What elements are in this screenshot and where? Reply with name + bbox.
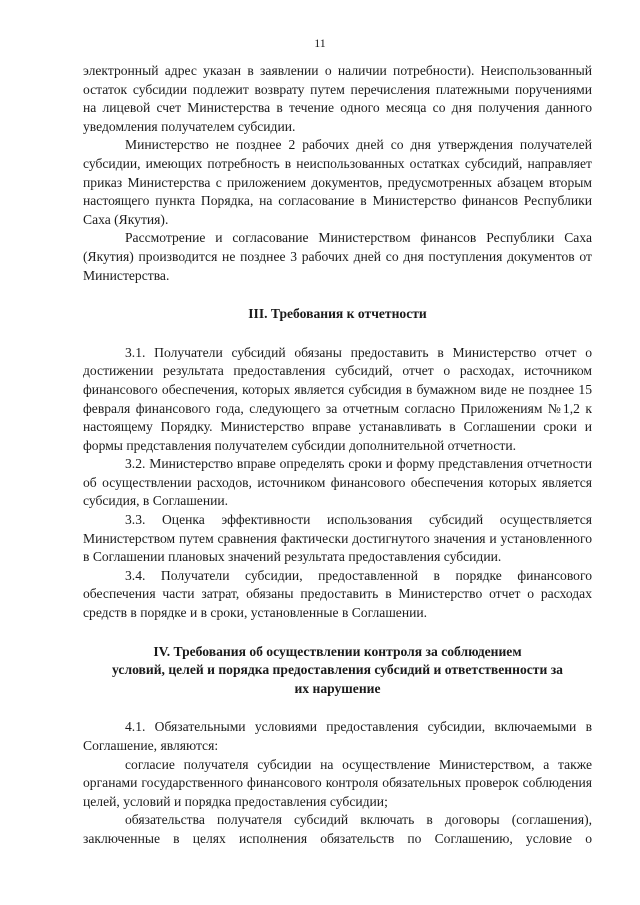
- paragraph: 3.2. Министерство вправе определять сроки и форму представления отчетности об осуществлении расходов, источником финансового обеспечения которых является субсидия, в Соглашении.: [83, 456, 592, 509]
- section-heading-4-line-1: IV. Требования об осуществлении контроля за соблюдением: [153, 643, 522, 659]
- paragraph: электронный адрес указан в заявлении о наличии потребности). Неиспользованный остаток субсидии подлежит возврату путем перечисления платежными поручениями на лицевой счет Министерства в течение одного месяца со дня получения данного уведомления получателем субсидии.: [83, 63, 592, 134]
- section-heading-4-line-3: их нарушение: [294, 680, 381, 696]
- section-heading-4-line-2: условий, целей и порядка предоставления субсидий и ответственности за: [112, 662, 563, 678]
- paragraph: 3.3. Оценка эффективности использования субсидий осуществляется Министерством путем сравнения фактически достигнутого значения и установленного в Соглашении плановых значений результата предоставления субсидии.: [83, 512, 592, 565]
- paragraph: 3.4. Получатели субсидии, предоставленной в порядке финансового обеспечения части затрат, обязаны предоставить в Министерство отчет о расходах средств в порядке и в сроки, установленные в Соглашении.: [83, 567, 592, 621]
- paragraph: согласие получателя субсидии на осуществление Министерством, а также органами государственного финансового контроля обязательных проверок соблюдения целей, условий и порядка предоставления субсидии;: [83, 756, 592, 809]
- paragraph: обязательства получателя субсидий включать в договоры (соглашения), заключенные в целях исполнения обязательств по Соглашению, условие о: [83, 812, 592, 846]
- paragraph: Министерство не позднее 2 рабочих дней со дня утверждения получателей субсидии, имеющих потребность в неиспользованных остатках субсидий, направляет приказ Министерства с приложением документов, предусмотренных абзацем вторым настоящего пункта Порядка, на согласование в Министерство финансов Республики Саха (Якутия).: [83, 137, 592, 227]
- document-body: [83, 62, 592, 849]
- paragraph: Рассмотрение и согласование Министерством финансов Республики Саха (Якутия) производится не позднее 3 рабочих дней со дня поступления документов от Министерства.: [83, 230, 592, 283]
- section-heading-3: III. Требования к отчетности: [248, 306, 427, 322]
- paragraph: 3.1. Получатели субсидий обязаны предоставить в Министерство отчет о достижении результата предоставления субсидий, отчет о расходах, источником финансового обеспечения, которых является субсидия в бумажном виде не позднее 15 февраля финансового года, следующего за отчетным согласно Приложениям №1,2 к настоящему Порядку. Министерство вправе устанавливать в Соглашении сроки и формы представления получателем субсидии дополнительной отчетности.: [83, 344, 592, 453]
- page-number: 11: [314, 36, 326, 50]
- paragraph: 4.1. Обязательными условиями предоставления субсидии, включаемыми в Соглашение, являются:: [83, 719, 592, 753]
